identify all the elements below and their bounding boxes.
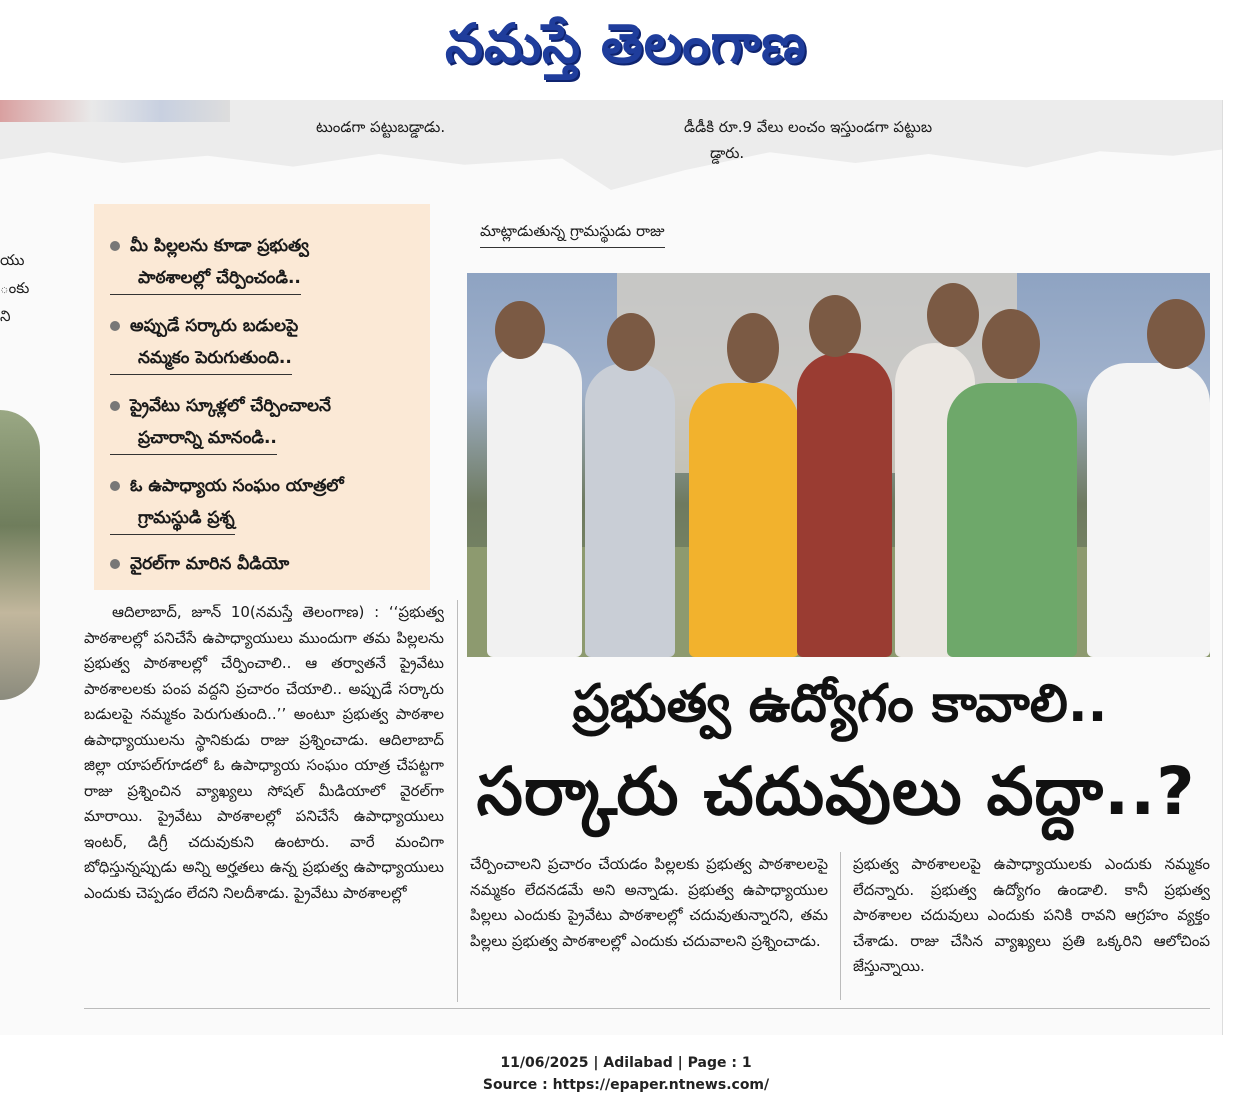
photo-person-head	[927, 283, 979, 347]
article-column-3: ప్రభుత్వ పాఠశాలలపై ఉపాధ్యాయులకు ఎందుకు నమ్మకం లేదన్నారు. ప్రభుత్వ ఉద్యోగం ఉండాలి. కానీ ప్రభుత్వ పాఠశాలల చదువులు ఎందుకు పనికి రావని ఆగ్రహం వ్యక్తం చేశాడు. రాజు చేసిన వ్యాఖ్యలు ప్రతి ఒక్కరిని ఆలోచింప జేస్తున్నాయి.	[853, 855, 1210, 975]
highlight-item	[110, 310, 298, 375]
photo-person-head	[607, 313, 655, 371]
photo-person	[947, 383, 1077, 657]
photo-person	[487, 343, 582, 657]
highlight-text: నమ్మకం పెరుగుతుంది..	[110, 342, 292, 375]
previous-article-col1	[316, 114, 445, 140]
source-link[interactable]: Source : https://epaper.ntnews.com/	[482, 1077, 770, 1093]
newspaper-logo: నమస్తే తెలంగాణ	[445, 11, 807, 75]
highlight-text: గ్రామస్థుడి ప్రశ్న	[110, 502, 235, 535]
edition-info: 11/06/2025 | Adilabad | Page : 1	[500, 1055, 752, 1071]
headline-line-1: ప్రభుత్వ ఉద్యోగం కావాలి..	[572, 674, 1108, 734]
highlight-text: పాఠశాలల్లో చేర్పించండి..	[110, 262, 301, 295]
photo-person-head	[495, 301, 545, 359]
highlight-text: ప్రచారాన్ని మానండి..	[110, 422, 277, 455]
previous-article-text: డీడీకి రూ.9 వేలు లంచం ఇస్తుండగా పట్టుబ	[684, 118, 933, 136]
news-photo	[467, 273, 1210, 657]
photo-person	[797, 353, 892, 657]
fragment-line: ంకు	[0, 279, 30, 297]
headline-line-2: సర్కారు చదువులు వద్దా..?	[476, 753, 1196, 830]
column-divider	[840, 852, 841, 1000]
photo-person-head	[982, 309, 1040, 379]
highlight-item	[110, 230, 309, 295]
photo-person-speaker	[689, 383, 799, 657]
photo-person	[1087, 363, 1210, 657]
highlight-text: వైరల్‌గా మారిన వీడియో	[130, 554, 290, 574]
fragment-line: యు	[0, 251, 25, 269]
bullet-icon	[110, 241, 120, 251]
highlight-text: ఓ ఉపాధ్యాయ సంఘం యాత్రలో	[130, 476, 344, 496]
highlight-item	[110, 548, 289, 580]
previous-article-col2	[684, 114, 932, 166]
photo-caption: మాట్లాడుతున్న గ్రామస్థుడు రాజు	[480, 222, 665, 248]
bullet-icon	[110, 321, 120, 331]
highlight-text: ప్రైవేటు స్కూళ్లలో చేర్పించాలనే	[130, 396, 331, 416]
page-footer	[0, 1052, 1252, 1096]
previous-article-text: డ్డారు.	[710, 144, 745, 162]
page-bottom-rule	[84, 1008, 1210, 1009]
adjacent-article-photo	[0, 410, 40, 700]
previous-article-image	[0, 100, 230, 122]
highlight-text: అప్పుడే సర్కారు బడులపై	[130, 316, 299, 336]
bullet-icon	[110, 559, 120, 569]
photo-person-head	[727, 313, 779, 383]
bullet-icon	[110, 401, 120, 411]
article-column-2: చేర్పించాలని ప్రచారం చేయడం పిల్లలకు ప్రభుత్వ పాఠశాలలపై నమ్మకం లేదనడమే అని అన్నాడు. ప్రభుత్వ ఉపాధ్యాయుల పిల్లలు ఎందుకు ప్రైవేటు పాఠశాలల్లో చదువుతున్నారని, తమ పిల్లలు ప్రభుత్వ పాఠశాలల్లో ఎందుకు చదువాలని ప్రశ్నించాడు.	[470, 855, 828, 950]
photo-person	[585, 363, 675, 657]
adjacent-article-fragment	[0, 246, 30, 330]
previous-article-text: టుండగా పట్టుబడ్డాడు.	[316, 118, 446, 136]
highlight-item	[110, 390, 331, 455]
highlight-text: మీ పిల్లలను కూడా ప్రభుత్వ	[130, 236, 309, 256]
photo-person-head	[809, 295, 861, 357]
photo-person-head	[1147, 299, 1205, 369]
highlight-item	[110, 470, 344, 535]
highlights-box	[94, 204, 430, 590]
column-divider	[457, 600, 458, 1002]
masthead	[0, 0, 1252, 100]
fragment-line: ని	[0, 307, 11, 325]
article-column-1: ఆదిలాబాద్, జూన్ 10(నమస్తే తెలంగాణ) : ‘‘ప్రభుత్వ పాఠశాలల్లో పనిచేసే ఉపాధ్యాయులు ముందుగా తమ పిల్లలను ప్రభుత్వ పాఠశాలల్లో చేర్పించాలి.. ఆ తర్వాతనే ప్రైవేటు పాఠశాలలకు పంప వద్దని ప్రచారం చేయాలి.. అప్పుడే సర్కారు బడులపై నమ్మకం పెరుగుతుంది..’’ అంటూ ప్రభుత్వ పాఠశాల ఉపాధ్యాయులను స్థానికుడు రాజు ప్రశ్నించాడు. ఆదిలాబాద్ జిల్లా యాపల్‌గూడలో ఓ ఉపాధ్యాయ సంఘం యాత్ర చేపట్టగా రాజు ప్రశ్నించిన వ్యాఖ్యలు సోషల్ మీడియాలో వైరల్‌గా మారాయి. ప్రైవేటు పాఠశాలల్లో పనిచేసే ఉపాధ్యాయులు ఇంటర్, డిగ్రీ చదువుకుని ఉంటారు. వారే మంచిగా బోధిస్తున్నప్పుడు అన్ని అర్హతలు ఉన్న ప్రభుత్వ ఉపాధ్యాయులు ఎందుకు చెప్పడం లేదని నిలదీశాడు. ప్రైవేటు పాఠశాలల్లో	[84, 603, 444, 902]
bullet-icon	[110, 481, 120, 491]
